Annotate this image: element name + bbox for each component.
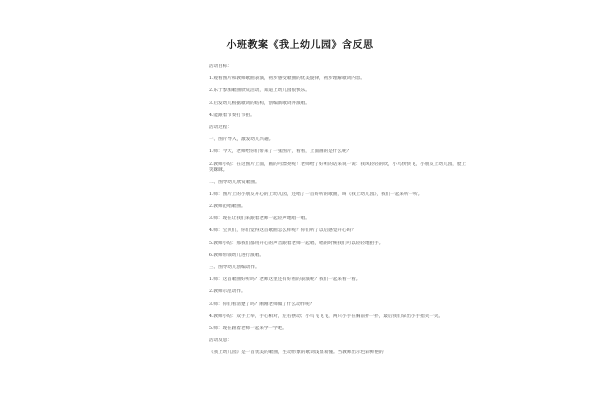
section-heading: 活动反思： xyxy=(209,338,232,344)
paragraph-line: 一、图片导入，激发幼儿兴趣。 xyxy=(209,137,274,143)
paragraph-line: 1.师：这首歌曲好听吗？老师这里还有好看的表演呢？我们一起来看一看。 xyxy=(209,277,361,283)
paragraph-line: 3.师：你们看清楚了吗？刚刚老师做了什么动作呢？ xyxy=(209,301,315,307)
paragraph-line: 1.观看图片和教师歌曲表演，初步感受歌曲的优美旋律，初步理解歌词内容。 xyxy=(209,76,365,82)
paragraph-line: 5.教师小结：那我们都用开心的声音跟着老师一起唱，唱的时候我们可以轻轻地拍手。 xyxy=(209,240,384,246)
paragraph-line: 1.师：今天，老师给你们带来了一张图片，看看，上面画的是什么呢？ xyxy=(209,149,352,155)
paragraph-line: 2.乐于参加歌曲欣赏活动，知道上幼儿园很快乐。 xyxy=(209,88,310,94)
paragraph-line: 5.师：现在跟着老师一起来学一学吧。 xyxy=(209,325,287,331)
section-heading: 活动目标： xyxy=(209,64,232,69)
paragraph-line: 1.师：图片上的小朋友开心的上幼儿园，还唱了一首好听的歌曲，叫《我上幼儿园》，我们一起来听一听。 xyxy=(209,191,423,197)
paragraph-line: 4.能跟着节奏打节拍。 xyxy=(209,112,255,118)
paragraph-line: 2.教师示范动作。 xyxy=(209,289,246,295)
paragraph-line: 2.教师小结：在这图片上面，画的可漂亮呢！老师给了好听的话来说一说：我风轻轻的吹，小鸟快快飞，小朋友上幼儿园，脸上笑眯眯。 xyxy=(209,161,467,173)
paragraph-line: 4.师：宝贝们，你们觉得这首歌曲怎么样呢？你们听了以后感觉开心吗？ xyxy=(209,228,356,234)
document-title: 小班教案《我上幼儿园》含反思 xyxy=(226,40,374,51)
paragraph-line: 4.教师小结：双手上举，手心相对，左右摆动；小鸟飞飞飞，两只小手在胸前扑一扑，最后我们拿出小手指笑一笑。 xyxy=(209,313,444,319)
paragraph-line: 3.启发幼儿根据歌词的结构，创编新歌词并演唱。 xyxy=(209,100,310,106)
document-body xyxy=(205,64,467,363)
paragraph-line: 《我上幼儿园》是一首优美的歌曲，生动形象的歌词浅显易懂。当教师出示色彩鲜艳的 xyxy=(209,350,384,356)
paragraph-line: 2.教师范唱歌曲。 xyxy=(209,204,246,210)
paragraph-line: 3.师：现在让我们来跟着老师一起轻声地唱一唱。 xyxy=(209,216,310,222)
paragraph-line: 三、图导幼儿创编动作。 xyxy=(209,265,260,270)
paragraph-line: 6.教师带领幼儿进行演唱。 xyxy=(209,252,264,258)
section-heading: 活动过程： xyxy=(209,124,232,130)
paragraph-line: 二、图导幼儿欣赏歌曲。 xyxy=(209,179,260,185)
